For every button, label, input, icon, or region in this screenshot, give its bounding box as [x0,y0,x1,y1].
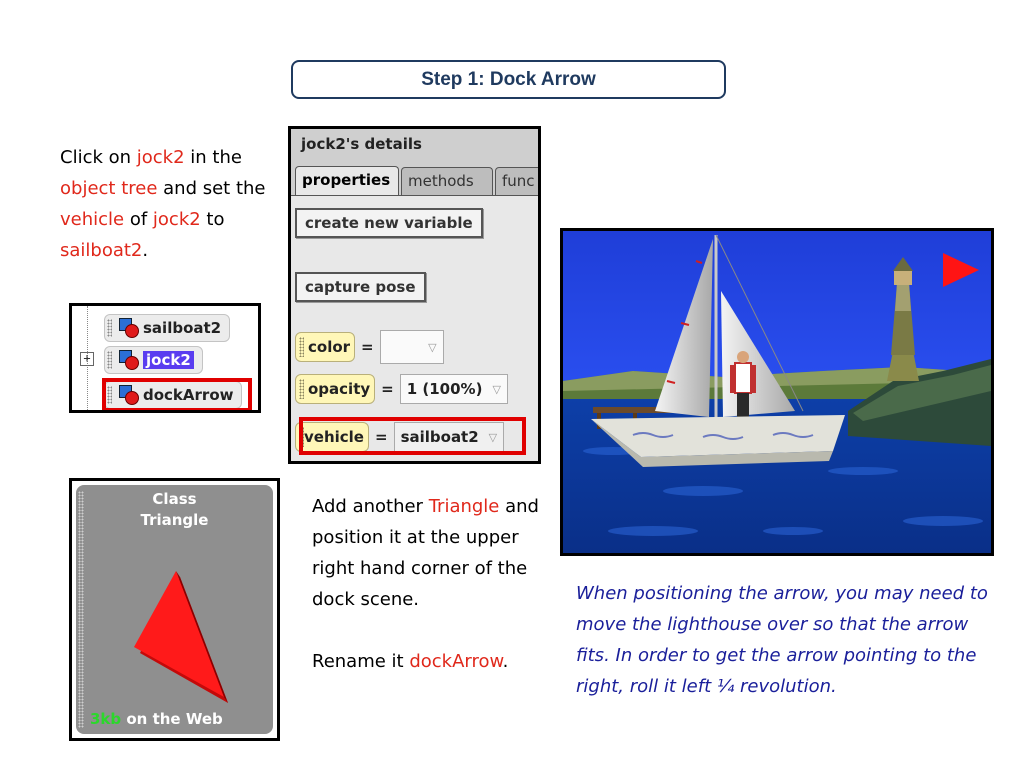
color-dropdown[interactable] [380,330,444,364]
tile-footer [90,710,223,728]
tab-methods[interactable]: methods [401,167,493,195]
triangle-down-icon: ▽ [428,340,437,354]
tile-body [76,485,273,734]
text: in the [184,147,242,168]
highlight-dockArrow: dockArrow [409,651,503,672]
opacity-dropdown[interactable] [400,374,508,404]
expand-icon[interactable]: + [80,352,94,366]
instruction-2-para1 [312,491,547,615]
positioning-note: When positioning the arrow, you may need to move the lighthouse over so that the arrow fits. In order to get the arrow pointing to the right, roll it left ¼ revolution. [576,583,988,697]
details-panel [288,126,541,464]
create-new-variable-button[interactable]: create new variable [295,208,483,238]
triangle-down-icon: ▽ [488,430,498,444]
tree-item-label: jock2 [143,351,194,369]
tab-functions[interactable]: func [495,167,541,195]
slide-title: Step 1: Dock Arrow [291,60,726,99]
tree-item-label: dockArrow [143,386,234,404]
property-color [295,330,444,364]
text: Add another [312,496,429,517]
text: of [124,209,153,230]
highlight-triangle: Triangle [428,496,500,517]
capture-pose-button[interactable]: capture pose [295,272,426,302]
scene-view [560,228,994,556]
vehicle-highlight-box [299,417,526,455]
triangle-icon [76,485,273,734]
highlight-vehicle: vehicle [60,209,125,230]
vehicle-value: sailboat2 [400,428,479,446]
dockArrow-highlight-box [102,378,252,412]
tile-title-line1: Class [152,490,197,508]
text: and set the [157,178,266,199]
tile-title-line2: Triangle [140,511,209,529]
text: to [200,209,225,230]
scene-image [563,231,991,553]
tree-item-sailboat2[interactable] [104,314,230,342]
highlight-object-tree: object tree [60,178,158,199]
object-icon [119,318,139,338]
property-opacity [295,374,508,404]
text: and position it at the upper right hand corner of the dock scene. [312,496,539,610]
opacity-value: 1 (100%) [406,380,483,398]
tree-item-jock2[interactable] [104,346,203,374]
text: . [142,240,149,261]
equals: = [381,380,394,398]
equals: = [374,428,388,446]
triangle-down-icon: ▽ [492,382,501,396]
highlight-sailboat2: sailboat2 [60,240,143,261]
property-color-label[interactable]: color [295,332,355,362]
object-icon [119,350,139,370]
object-tree [69,303,261,413]
tab-properties[interactable]: properties [295,166,399,196]
instruction-2-para2 [312,646,547,677]
property-opacity-label[interactable]: opacity [295,374,375,404]
tile-size: 3kb [90,710,122,728]
highlight-jock2: jock2 [152,209,201,230]
text: . [502,651,509,672]
instruction-2 [312,491,547,677]
details-header: jock2's details [301,135,422,153]
instruction-1 [60,142,285,266]
class-triangle-tile[interactable] [69,478,280,741]
text: Rename it [312,651,410,672]
highlight-jock2: jock2 [136,147,185,168]
equals: = [361,338,374,356]
property-vehicle-label[interactable]: vehicle [295,422,369,452]
text: Click on [60,147,137,168]
tile-web-label: on the Web [121,710,223,728]
tree-item-label: sailboat2 [143,319,222,337]
